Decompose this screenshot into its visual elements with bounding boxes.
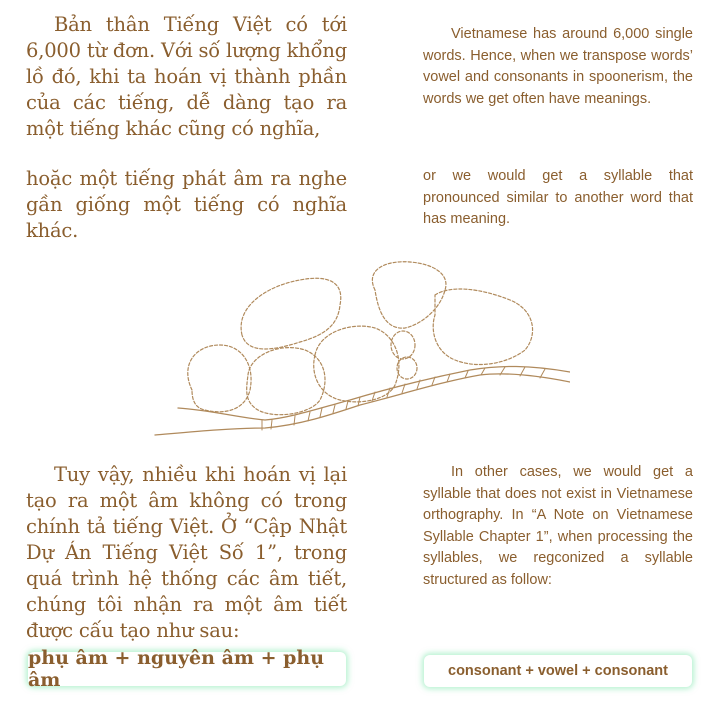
english-paragraph-1: Vietnamese has around 6,000 single words. Hence, when we transpose words’ vowel and consonants in spoonerism, the words we get often have meanings. (423, 26, 693, 107)
vietnamese-paragraph-2: hoặc một tiếng phát âm ra nghe gần giống một tiếng có nghĩa khác. (26, 167, 347, 242)
english-paragraph-3: In other cases, we would get a syllable that does not exist in Vietnamese orthography. In “A Note on Vietnamese Syllable Chapter 1”, when processing the syllables, we regconized a syllable structured as follow: (423, 464, 693, 588)
rocks-on-branch-sketch-icon (150, 250, 570, 450)
vietnamese-paragraph-3: Tuy vậy, nhiều khi hoán vị lại tạo ra một âm không có trong chính tả tiếng Việt. Ở “Cập Nhật Dự Án Tiếng Việt Số 1”, trong quá trình hệ thống các âm tiết, chúng tôi nhận ra một âm tiết được cấu tạo như sau: (26, 463, 347, 642)
vietnamese-paragraph-1: Bản thân Tiếng Việt có tới 6,000 từ đơn. Với số lượng khổng lồ đó, khi ta hoán vị thành phần của các tiếng, dễ dàng tạo ra một tiếng khác cũng có nghĩa, (26, 13, 347, 140)
vietnamese-syllable-formula: phụ âm + nguyên âm + phụ âm (28, 652, 346, 686)
english-syllable-formula: consonant + vowel + consonant (424, 655, 692, 687)
english-paragraph-2: or we would get a syllable that pronounced similar to another word that has meaning. (423, 168, 693, 227)
